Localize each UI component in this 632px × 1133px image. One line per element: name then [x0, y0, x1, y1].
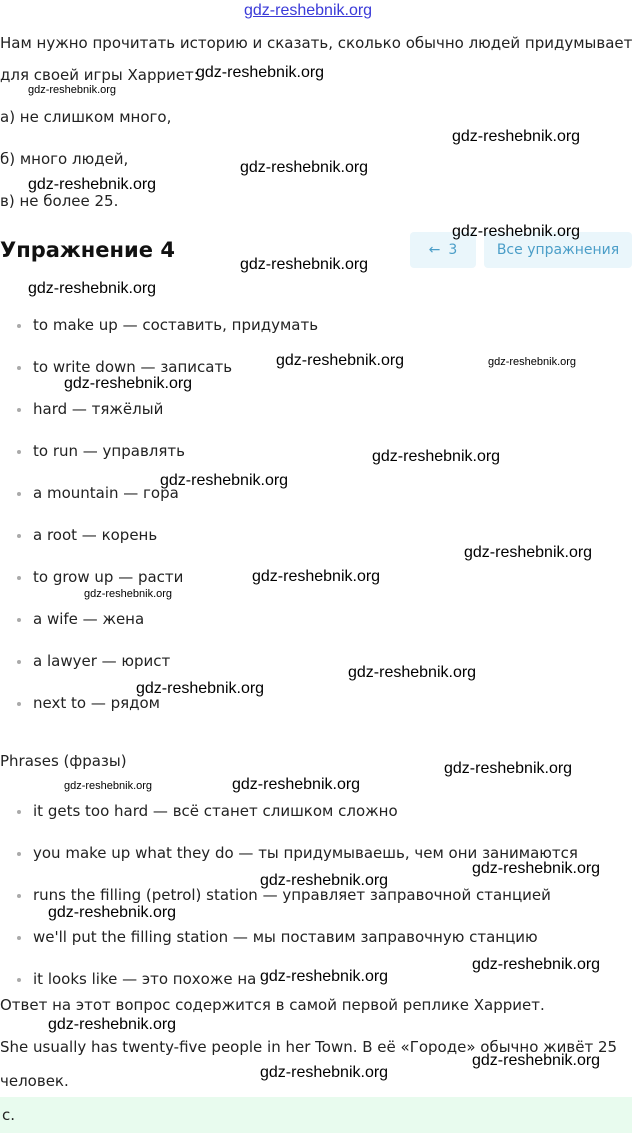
watermark: gdz-reshebnik.org: [464, 544, 593, 561]
bullet-icon: [17, 576, 21, 580]
list-item: you make up what they do — ты придумываешь, чем они занимаются: [33, 844, 578, 862]
prev-exercise-label: 3: [448, 242, 458, 258]
bullet-icon: [17, 852, 21, 856]
list-item: we'll put the filling station — мы поставим заправочную станцию: [33, 928, 538, 946]
site-header-link[interactable]: gdz-reshebnik.org: [244, 2, 373, 19]
watermark: gdz-reshebnik.org: [372, 448, 501, 465]
bullet-icon: [17, 978, 21, 982]
watermark: gdz-reshebnik.org: [472, 956, 601, 973]
bullet-icon: [17, 894, 21, 898]
bullet-icon: [17, 450, 21, 454]
all-exercises-label: Все упражнения: [496, 242, 620, 258]
explanation-line-3: человек.: [0, 1072, 69, 1090]
option-a: а) не слишком много,: [0, 108, 172, 126]
option-c: в) не более 25.: [0, 192, 119, 210]
bullet-icon: [17, 810, 21, 814]
watermark: gdz-reshebnik.org: [28, 84, 117, 96]
list-item: next to — рядом: [33, 694, 161, 712]
answer-text: c.: [2, 1106, 16, 1124]
watermark: gdz-reshebnik.org: [28, 176, 157, 193]
list-item: a lawyer — юрист: [33, 652, 171, 670]
explanation-line-1: Ответ на этот вопрос содержится в самой первой реплике Харриет.: [0, 996, 545, 1014]
watermark: gdz-reshebnik.org: [472, 860, 601, 877]
answer-box: [0, 1097, 632, 1133]
watermark: gdz-reshebnik.org: [260, 968, 389, 985]
watermark: gdz-reshebnik.org: [444, 760, 573, 777]
watermark: gdz-reshebnik.org: [64, 780, 153, 792]
bullet-icon: [17, 534, 21, 538]
question-line-1: Нам нужно прочитать историю и сказать, сколько обычно людей придумывает: [0, 34, 632, 52]
watermark: gdz-reshebnik.org: [260, 1064, 389, 1081]
watermark: gdz-reshebnik.org: [240, 256, 369, 273]
watermark: gdz-reshebnik.org: [84, 588, 173, 600]
list-item: a mountain — гора: [33, 484, 179, 502]
option-b: б) много людей,: [0, 150, 129, 168]
watermark: gdz-reshebnik.org: [452, 128, 581, 145]
watermark: gdz-reshebnik.org: [452, 223, 581, 240]
watermark: gdz-reshebnik.org: [232, 776, 361, 793]
bullet-icon: [17, 408, 21, 412]
explanation-line-2: She usually has twenty-five people in her Town. В её «Городе» обычно живёт 25: [0, 1038, 618, 1056]
list-item: hard — тяжёлый: [33, 400, 164, 418]
watermark: gdz-reshebnik.org: [28, 280, 157, 297]
arrow-left-icon: ←: [428, 242, 441, 258]
watermark: gdz-reshebnik.org: [276, 352, 405, 369]
list-item: to write down — записать: [33, 358, 233, 376]
bullet-icon: [17, 366, 21, 370]
bullet-icon: [17, 660, 21, 664]
bullet-icon: [17, 702, 21, 706]
question-line-2: для своей игры Харриет:: [0, 66, 199, 84]
bullet-icon: [17, 618, 21, 622]
list-item: to grow up — расти: [33, 568, 184, 586]
watermark: gdz-reshebnik.org: [240, 159, 369, 176]
bullet-icon: [17, 324, 21, 328]
watermark: gdz-reshebnik.org: [160, 472, 289, 489]
list-item: to run — управлять: [33, 442, 185, 460]
phrases-heading: Phrases (фразы): [0, 752, 127, 770]
list-item: a wife — жена: [33, 610, 145, 628]
list-item: it looks like — это похоже на: [33, 970, 257, 988]
exercise-title: Упражнение 4: [0, 238, 175, 262]
watermark: gdz-reshebnik.org: [48, 1016, 177, 1033]
watermark: gdz-reshebnik.org: [260, 872, 389, 889]
watermark: gdz-reshebnik.org: [348, 664, 477, 681]
watermark: gdz-reshebnik.org: [488, 356, 577, 368]
list-item: it gets too hard — всё станет слишком сложно: [33, 802, 398, 820]
watermark: gdz-reshebnik.org: [252, 568, 381, 585]
list-item: a root — корень: [33, 526, 158, 544]
watermark: gdz-reshebnik.org: [472, 1052, 601, 1069]
watermark: gdz-reshebnik.org: [196, 64, 325, 81]
list-item: runs the filling (petrol) station — управляет заправочной станцией: [33, 886, 551, 904]
watermark: gdz-reshebnik.org: [64, 375, 193, 392]
bullet-icon: [17, 492, 21, 496]
list-item: to make up — составить, придумать: [33, 316, 319, 334]
watermark: gdz-reshebnik.org: [136, 680, 265, 697]
watermark: gdz-reshebnik.org: [48, 904, 177, 921]
bullet-icon: [17, 936, 21, 940]
